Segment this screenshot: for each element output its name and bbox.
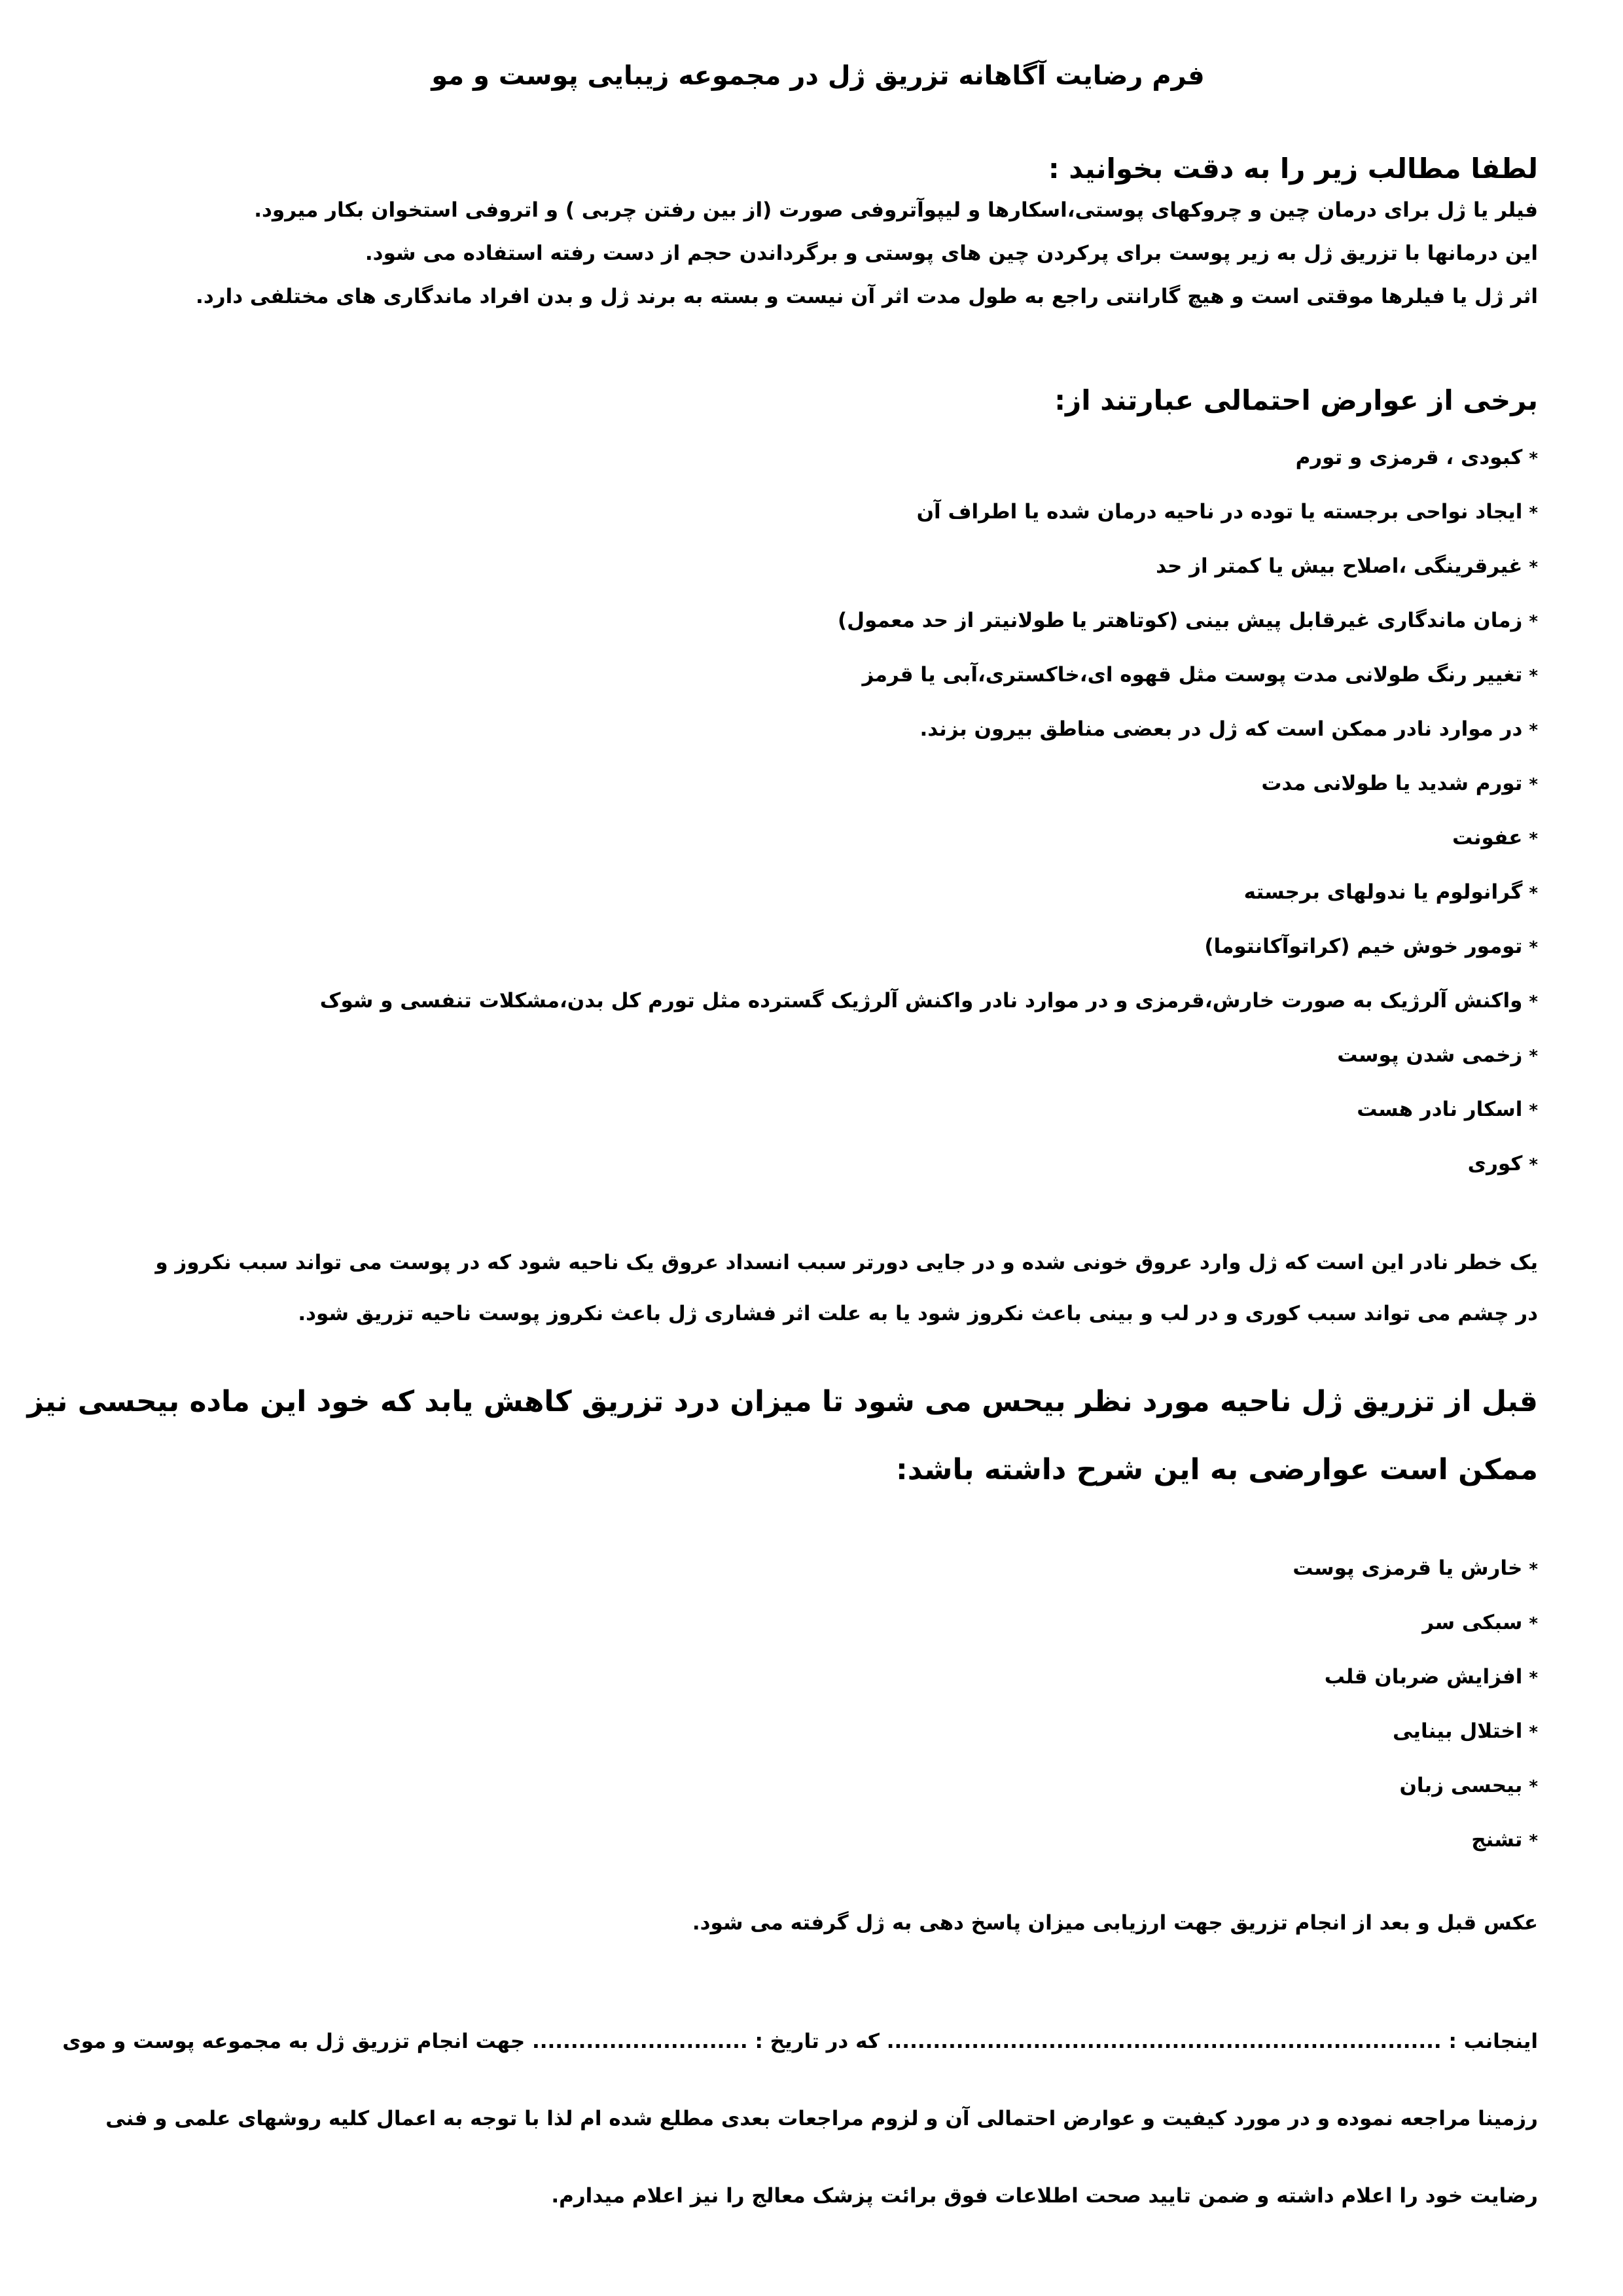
asterisk-icon: * (1529, 1614, 1538, 1634)
asterisk-icon: * (1529, 666, 1538, 686)
list-item (98, 1028, 1538, 1083)
anesthesia-section (27, 1368, 1538, 1504)
consent-form-page (27, 0, 1538, 2296)
list-item (98, 1704, 1538, 1759)
asterisk-icon: * (1529, 449, 1538, 469)
list-item-text: واکنش آلرژیک به صورت خارش،قرمزی و در موارد نادر واکنش آلرژیک گسترده مثل تورم کل بدن،مشکلات تنفسی و شوک (319, 989, 1523, 1013)
list-item (98, 865, 1538, 920)
list-item-text: غیرقرینگی ،اصلاح بیش یا کمتر از حد (1156, 554, 1523, 578)
side-effects-section (98, 381, 1538, 1191)
asterisk-icon: * (1529, 938, 1538, 958)
asterisk-icon: * (1529, 1777, 1538, 1797)
asterisk-icon: * (1529, 1155, 1538, 1175)
anesthesia-heading: ممکن است عوارضی به این شرح داشته باشد: (896, 1453, 1538, 1486)
list-item-text: سبکی سر (1422, 1611, 1523, 1634)
asterisk-icon: * (1529, 1831, 1538, 1851)
list-item (98, 594, 1538, 648)
side-effects-heading: برخی از عوارض احتمالی عبارتند از: (1054, 384, 1538, 416)
list-item-text: تومور خوش خیم (کراتوآکانتوما) (1204, 935, 1523, 958)
anesthesia-heading: قبل از تزریق ژل ناحیه مورد نظر بیحس می شود تا میزان درد تزریق کاهش یابد که خود این ماده بیحسی نیز (27, 1385, 1538, 1418)
asterisk-icon: * (1529, 1101, 1538, 1121)
list-item-text: گرانولوم یا ندولهای برجسته (1243, 880, 1523, 904)
list-item-text: تورم شدید یا طولانی مدت (1261, 772, 1523, 795)
list-item-text: تغییر رنگ طولانی مدت پوست مثل قهوه ای،خاکستری،آبی یا قرمز (862, 663, 1523, 687)
form-title: فرم رضایت آگاهانه تزریق ژل در مجموعه زیبایی پوست و مو (431, 61, 1205, 91)
asterisk-icon: * (1529, 1723, 1538, 1742)
asterisk-icon: * (1529, 884, 1538, 903)
list-item (98, 1596, 1538, 1650)
intro-paragraph: اثر ژل یا فیلرها موقتی است و هیچ گارانتی راجع به طول مدت اثر آن نیست و بسته به برند ژل و بدن افراد ماندگاری های مختلفی دارد. (196, 285, 1538, 308)
list-item (98, 920, 1538, 974)
list-item (98, 702, 1538, 757)
list-item (98, 1083, 1538, 1137)
asterisk-icon: * (1529, 721, 1538, 740)
intro-paragraph: فیلر یا ژل برای درمان چین و چروکهای پوستی،اسکارها و لیپوآتروفی صورت (از بین رفتن چربی ) و اتروفی استخوان بکار میرود. (254, 198, 1538, 222)
rare-risk-section (98, 1237, 1538, 1339)
asterisk-icon: * (1529, 829, 1538, 849)
rare-risk-paragraph: در چشم می تواند سبب کوری و در لب و بینی باعث نکروز شود یا به علت اثر فشاری ژل باعث نکروز پوست ناحیه تزریق شود. (298, 1302, 1538, 1325)
list-item-text: اختلال بینایی (1392, 1719, 1523, 1743)
list-item-text: کوری (1467, 1152, 1523, 1175)
list-item-text: ایجاد نواحی برجسته یا توده در ناحیه درمان شده یا اطراف آن (916, 500, 1523, 524)
list-item-text: کبودی ، قرمزی و تورم (1295, 446, 1523, 469)
list-item-text: زمان ماندگاری غیرقابل پیش بینی (کوتاهتر یا طولانیتر از حد معمول) (837, 609, 1523, 632)
asterisk-icon: * (1529, 1047, 1538, 1066)
list-item (98, 431, 1538, 485)
list-item-text: افزایش ضربان قلب (1324, 1665, 1523, 1689)
intro-heading: لطفا مطالب زیر را به دقت بخوانید : (1048, 152, 1538, 185)
consent-line: اینجانب : ........................................................................ که در تاریخ : ............................ جهت انجام تزریق ژل به مجموعه پوست و موی (62, 2030, 1538, 2053)
list-item-text: اسکار نادر هست (1357, 1098, 1523, 1121)
list-item (98, 811, 1538, 865)
anesthesia-effects-section (98, 1541, 1538, 1867)
rare-risk-paragraph: یک خطر نادر این است که ژل وارد عروق خونی شده و در جایی دورتر سبب انسداد عروق یک ناحیه شود که در پوست می تواند سبب نکروز و (155, 1251, 1538, 1274)
consent-line: رضایت خود را اعلام داشته و ضمن تایید صحت اطلاعات فوق برائت پزشک معالج را نیز اعلام میدارم. (551, 2184, 1538, 2208)
asterisk-icon: * (1529, 558, 1538, 577)
list-item-text: خارش یا قرمزی پوست (1293, 1556, 1523, 1580)
list-item (98, 485, 1538, 539)
side-effects-list (98, 431, 1538, 1191)
list-item-text: در موارد نادر ممکن است که ژل در بعضی مناطق بیرون بزند. (919, 717, 1523, 741)
list-item (98, 974, 1538, 1028)
list-item (98, 1137, 1538, 1191)
asterisk-icon: * (1529, 1668, 1538, 1688)
list-item-text: بیحسی زبان (1399, 1774, 1523, 1797)
asterisk-icon: * (1529, 1560, 1538, 1579)
list-item (98, 648, 1538, 702)
list-item (98, 1541, 1538, 1596)
list-item (98, 1813, 1538, 1867)
photo-note: عکس قبل و بعد از انجام تزریق جهت ارزیابی میزان پاسخ دهی به ژل گرفته می شود. (692, 1911, 1538, 1935)
asterisk-icon: * (1529, 612, 1538, 632)
list-item (98, 1759, 1538, 1813)
intro-section (98, 149, 1538, 318)
asterisk-icon: * (1529, 503, 1538, 523)
list-item (98, 757, 1538, 811)
list-item-text: تشنج (1471, 1828, 1523, 1852)
list-item (98, 1650, 1538, 1704)
consent-line: رزمینا مراجعه نموده و در مورد کیفیت و عوارض احتمالی آن و لزوم مراجعات بعدی مطلع شده ام لذا با توجه به اعمال کلیه روشهای علمی و فنی (105, 2107, 1538, 2130)
list-item (98, 539, 1538, 594)
asterisk-icon: * (1529, 775, 1538, 795)
intro-paragraph: این درمانها با تزریق ژل به زیر پوست برای پرکردن چین های پوستی و برگرداندن حجم از دست رفته استفاده می شود. (365, 242, 1538, 265)
asterisk-icon: * (1529, 992, 1538, 1012)
consent-statement (62, 2003, 1538, 2234)
list-item-text: عفونت (1452, 826, 1523, 850)
anesthesia-effects-list (98, 1541, 1538, 1867)
list-item-text: زخمی شدن پوست (1337, 1043, 1523, 1067)
